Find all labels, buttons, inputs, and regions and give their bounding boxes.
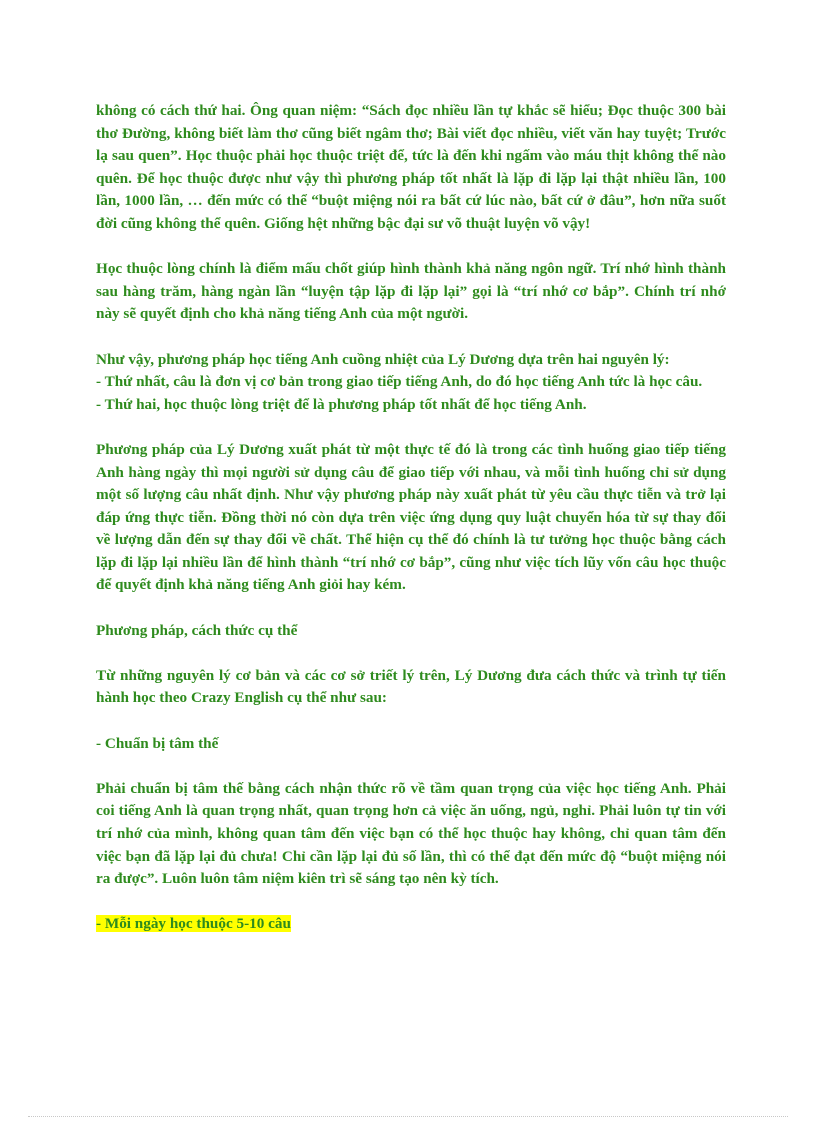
- paragraph-method-origin: Phương pháp của Lý Dương xuất phát từ một thực tế đó là trong các tình huống giao tiếp tiếng Anh hàng ngày thì mọi người sử dụng câu để giao tiếp với nhau, và mỗi tình huống chỉ sử dụng một số lượng câu nhất định. Như vậy phương pháp này xuất phát từ yêu cầu thực tiễn và trở lại đáp ứng thực tiễn. Đồng thời nó còn dựa trên việc ứng dụng quy luật chuyển hóa từ sự thay đổi về lượng dẫn đến sự thay đổi về chất. Thể hiện cụ thể đó chính là tư tưởng học thuộc bằng cách lặp đi lặp lại nhiều lần để hình thành “trí nhớ cơ bắp”, cũng như việc tích lũy vốn câu học thuộc để quyết định khả năng tiếng Anh giỏi hay kém.: [96, 440, 726, 594]
- heading-daily: [96, 913, 726, 936]
- highlighted-heading-daily: - Mỗi ngày học thuộc 5-10 câu: [96, 915, 291, 933]
- paragraph-learning-by-heart: không có cách thứ hai. Ông quan niệm: “Sách đọc nhiều lần tự khắc sẽ hiểu; Đọc thuộc 300 bài thơ Đường, không biết làm thơ cũng biết ngâm thơ; Bài viết đọc nhiều, viết văn hay tuyệt; Trước lạ sau quen”. Học thuộc phải học thuộc triệt để, tức là đến khi ngấm vào máu thịt không thể nào quên. Để học thuộc được như vậy thì phương pháp tốt nhất là lặp đi lặp lại thật nhiều lần, 100 lần, 1000 lần, … đến mức có thể “buột miệng nói ra bất cứ lúc nào, bất cứ ở đâu”, hơn nữa suốt đời cũng không thể quên. Giống hệt những bậc đại sư võ thuật luyện võ vậy!: [96, 102, 726, 232]
- principles-intro: Như vậy, phương pháp học tiếng Anh cuồng nhiệt của Lý Dương dựa trên hai nguyên lý:: [96, 350, 670, 368]
- paragraph-principles: [96, 349, 726, 417]
- paragraph-steps-intro: Từ những nguyên lý cơ bản và các cơ sở triết lý trên, Lý Dương đưa cách thức và trình tự tiến hành học theo Crazy English cụ thể như sau:: [96, 666, 726, 707]
- document-page: [96, 100, 726, 959]
- paragraph-memory: Học thuộc lòng chính là điểm mấu chốt giúp hình thành khả năng ngôn ngữ. Trí nhớ hình thành sau hàng trăm, hàng ngàn lần “luyện tập lặp đi lặp lại” gọi là “trí nhớ cơ bắp”. Chính trí nhớ này sẽ quyết định cho khả năng tiếng Anh của một người.: [96, 260, 726, 323]
- heading-method: Phương pháp, cách thức cụ thể: [96, 621, 298, 639]
- page-bottom-divider: [28, 1116, 788, 1117]
- heading-mindset: - Chuẩn bị tâm thế: [96, 734, 219, 752]
- paragraph-mindset: Phải chuẩn bị tâm thế bằng cách nhận thức rõ về tầm quan trọng của việc học tiếng Anh. Phải coi tiếng Anh là quan trọng nhất, quan trọng hơn cả việc ăn uống, ngủ, nghỉ. Phải luôn tự tin với trí nhớ của mình, không quan tâm đến việc bạn có thể học thuộc hay không, chỉ quan tâm đến việc bạn đã lặp lại đủ chưa! Chỉ cần lặp lại đủ số lần, thì có thể đạt đến mức độ “buột miệng nói ra được”. Luôn luôn tâm niệm kiên trì sẽ sáng tạo nên kỳ tích.: [96, 779, 726, 888]
- principle-item-1: - Thứ nhất, câu là đơn vị cơ bản trong giao tiếp tiếng Anh, do đó học tiếng Anh tức là học câu.: [96, 373, 703, 391]
- principle-item-2: - Thứ hai, học thuộc lòng triệt để là phương pháp tốt nhất để học tiếng Anh.: [96, 395, 587, 413]
